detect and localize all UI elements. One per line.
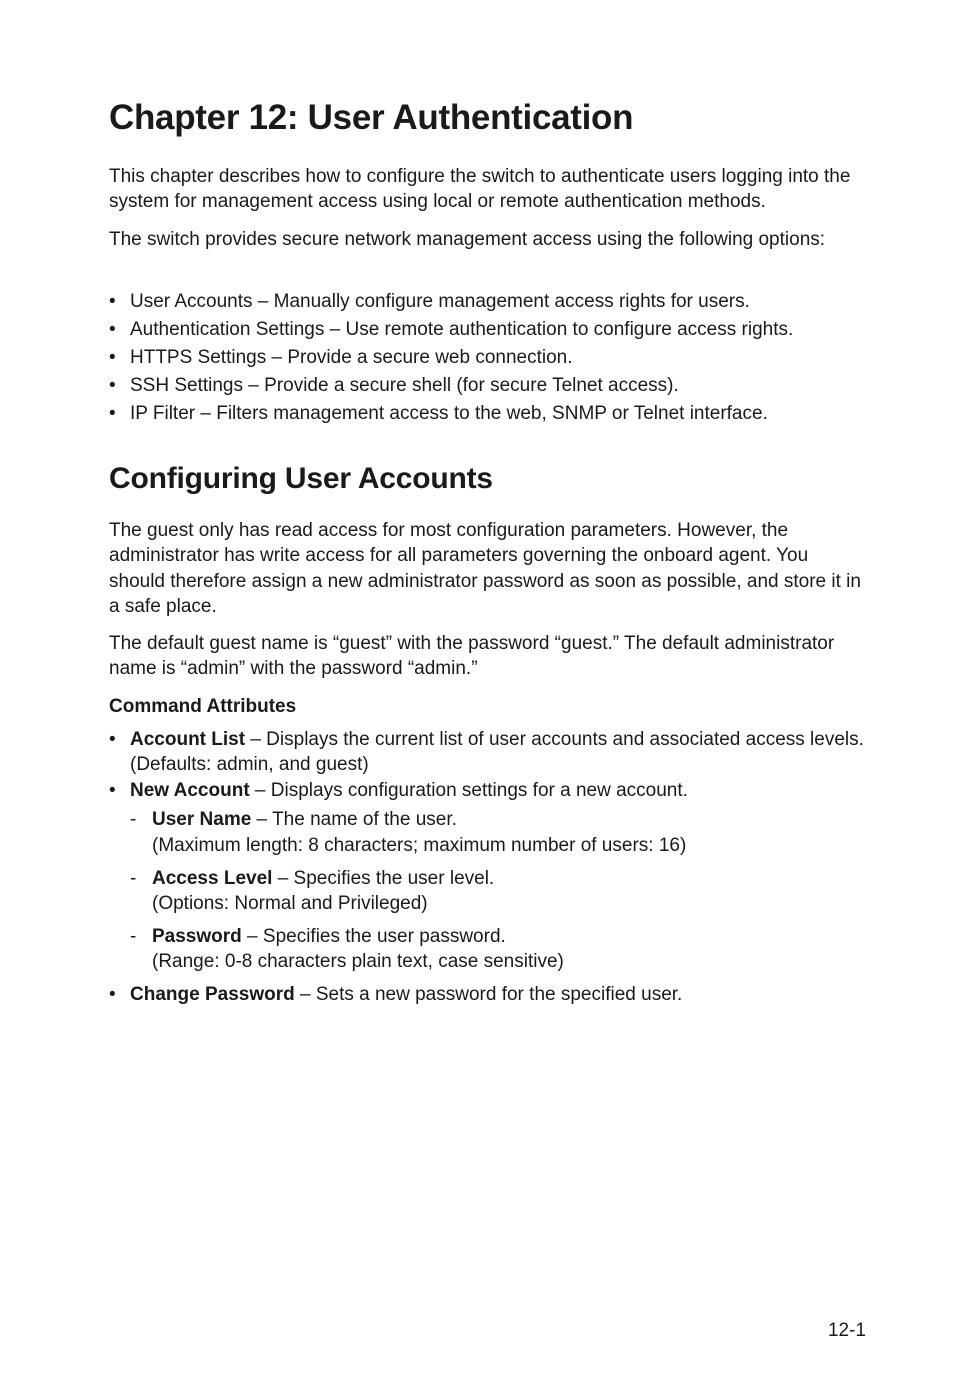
- page-number: 12-1: [827, 1320, 866, 1341]
- bullet-icon: •: [109, 779, 116, 801]
- intro-paragraph-2: The switch provides secure network management access using the following options:: [109, 229, 826, 250]
- list-item-new-account: • New Account – Displays configuration settings for a new account.: [109, 778, 869, 803]
- bullet-icon: •: [109, 291, 116, 312]
- sub-item-password: - Password – Specifies the user password. (Range: 0-8 characters plain text, case sensitive): [130, 925, 564, 973]
- list-item: • SSH Settings – Provide a secure shell (for secure Telnet access).: [109, 373, 869, 398]
- chapter-title: Chapter 12: User Authentication: [109, 98, 634, 137]
- attributes-list: [109, 727, 869, 1007]
- attributes-heading: Command Attributes: [109, 696, 297, 717]
- bullet-icon: •: [109, 983, 116, 1005]
- sub-item-user-name: - User Name – The name of the user. (Maximum length: 8 characters; maximum number of users: 16): [130, 809, 687, 856]
- dash-icon: -: [130, 925, 137, 947]
- list-item-change-password: • Change Password – Sets a new password for the specified user.: [109, 982, 869, 1007]
- section-title: Configuring User Accounts: [109, 462, 493, 495]
- list-item: • User Accounts – Manually configure management access rights for users.: [109, 289, 869, 314]
- dash-icon: -: [130, 867, 137, 889]
- bullet-icon: •: [109, 346, 116, 368]
- bullet-icon: •: [109, 318, 116, 340]
- list-item: • IP Filter – Filters management access to the web, SNMP or Telnet interface.: [109, 401, 869, 426]
- intro-paragraph-1: This chapter describes how to configure the switch to authenticate users logging into the system for management access using local or remote authentication methods.: [109, 166, 851, 213]
- bullet-icon: •: [109, 402, 116, 424]
- list-item: • HTTPS Settings – Provide a secure web connection.: [109, 345, 869, 370]
- list-item-account-list: • Account List – Displays the current list of user accounts and associated access levels. (Defaults: admin, and guest): [109, 729, 864, 776]
- sub-item-access-level: - Access Level – Specifies the user level. (Options: Normal and Privileged): [130, 867, 495, 914]
- section-paragraph-1: The guest only has read access for most configuration parameters. However, the administrator has write access for all parameters governing the onboard agent. You should therefore assign a new administrator password as soon as possible, and store it in a safe place.: [109, 520, 861, 617]
- bullet-icon: •: [109, 729, 116, 750]
- list-item: • Authentication Settings – Use remote authentication to configure access rights.: [109, 317, 869, 342]
- options-list: [109, 289, 869, 426]
- bullet-icon: •: [109, 374, 116, 396]
- section-paragraph-2: The default guest name is “guest” with the password “guest.” The default administrator name is “admin” with the password “admin.”: [109, 633, 835, 680]
- dash-icon: -: [130, 809, 137, 831]
